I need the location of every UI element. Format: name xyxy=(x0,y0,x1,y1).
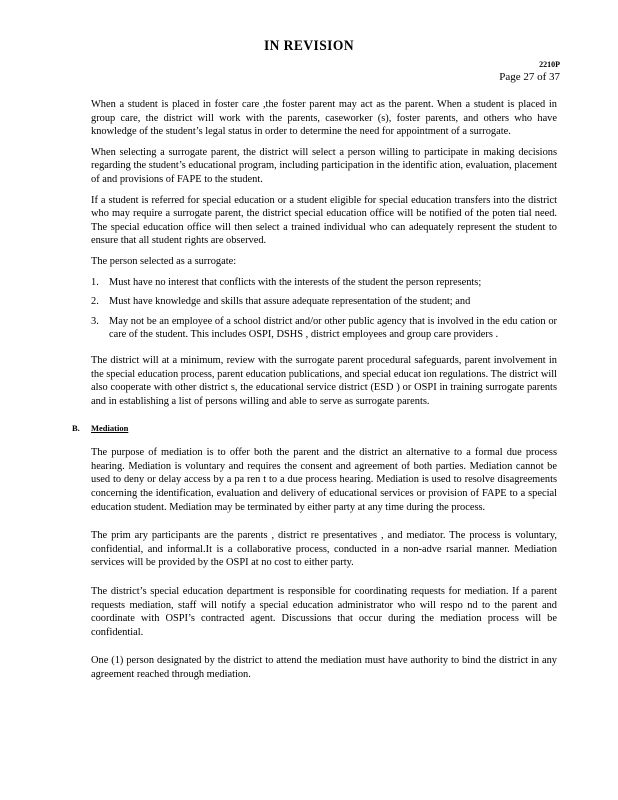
policy-code: 2210P xyxy=(539,60,560,69)
list-text: Must have no interest that conflicts with the interests of the student the person represents; xyxy=(109,276,482,288)
surrogate-requirements-list xyxy=(91,276,557,342)
paragraph-mediation-authority: One (1) person designated by the district to attend the mediation must have authority to bind the district in any agreement reached through mediation. xyxy=(91,655,557,680)
list-item xyxy=(91,276,557,290)
paragraph-foster-care: When a student is placed in foster care ,the foster parent may act as the parent. When a student is placed in group care, the district will work with the parents, caseworker (s), foster parents, and others who have knowledge of the student’s legal status in order to determine the need for appointment of a surrogate. xyxy=(91,99,557,138)
list-number: 2. xyxy=(91,296,99,308)
section-name: Mediation xyxy=(91,423,129,434)
list-item xyxy=(91,315,557,342)
paragraph-mediation-purpose: The purpose of mediation is to offer both the parent and the district an alternative to a formal due process hearing. Mediation is voluntary and requires the consent and agreement of both parties. Mediation cannot be used to deny or delay access by a pa ren t to a due process hearing. Mediation is used to resolve disagreements concerning the identification, evaluation and delivery of educational services or provision of FAPE to a special education student. Mediation may be terminated by either party at any time during the process. xyxy=(91,447,557,513)
list-text: May not be an employee of a school district and/or other public agency that is involved in the edu cation or care of the student. This includes OSPI, DSHS , district employees and group care providers . xyxy=(109,315,557,341)
paragraph-district-minimum: The district will at a minimum, review with the surrogate parent procedural safeguards, parent involvement in the special education process, parent education publications, and special educat ion regulations. The district will also cooperate with other district s, the educational service district (ESD ) or OSPI in training surrogate parents and in establishing a list of persons willing and able to serve as surrogate parents. xyxy=(91,354,557,407)
list-number: 3. xyxy=(91,315,99,327)
list-number: 1. xyxy=(91,276,99,288)
paragraph-referral: If a student is referred for special education or a student eligible for special education transfers into the district who may require a surrogate parent, the district special education office will be notified of the poten tial need. The special education office will then select a trained individual who can adequately represent the student to ensure that all student rights are observed. xyxy=(91,194,557,247)
document-body xyxy=(72,98,557,689)
section-heading-mediation xyxy=(72,422,557,434)
list-text: Must have knowledge and skills that assure adequate representation of the student; and xyxy=(109,296,471,308)
list-item xyxy=(91,295,557,309)
revision-title: IN REVISION xyxy=(263,38,355,54)
paragraph-person-selected: The person selected as a surrogate: xyxy=(91,255,237,267)
page-number: Page 27 of 37 xyxy=(499,71,560,83)
paragraph-selecting-surrogate: When selecting a surrogate parent, the district will select a person willing to participate in making decisions regarding the student’s educational program, including participation in the identific ation, evaluation, placement of and provisions of FAPE to the student. xyxy=(91,146,557,185)
section-letter: B. xyxy=(72,423,80,434)
paragraph-mediation-department: The district’s special education department is responsible for coordinating requests for mediation. If a parent requests mediation, staff will notify a special education administrator who will respo nd to the parent and coordinate with OSPI’s contracted agent. Discussions that occur during the mediation process will be confidential. xyxy=(91,586,557,638)
paragraph-mediation-participants: The prim ary participants are the parents , district re presentatives , and mediator. The process is voluntary, confidential, and informal.It is a collaborative process, conducted in a non-adve rsarial manner. Mediation services will be provided by the OSPI at no cost to either party. xyxy=(91,530,557,569)
